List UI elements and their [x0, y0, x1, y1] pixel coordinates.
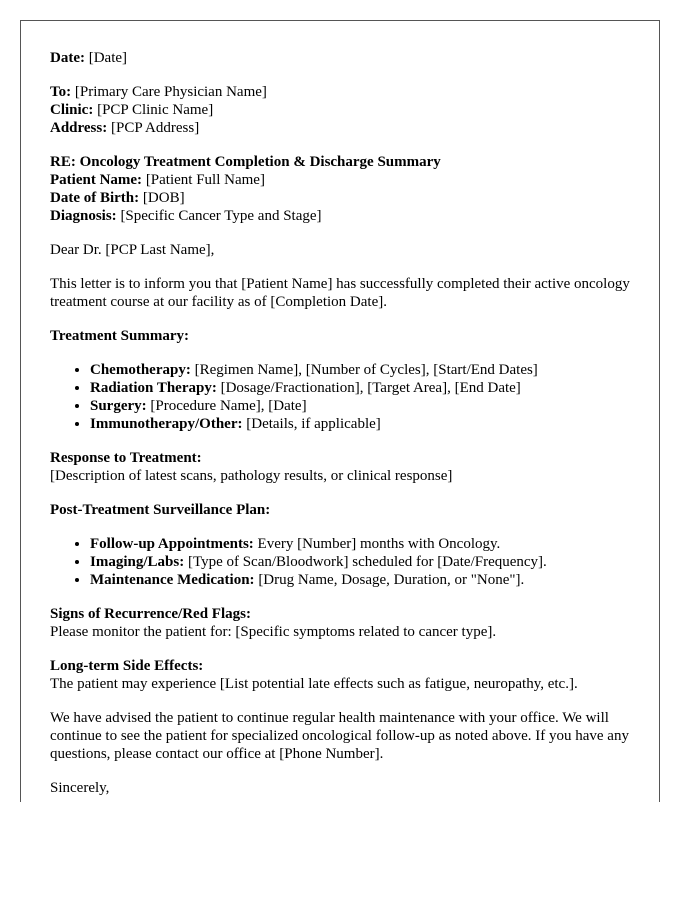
- red-flags-text: Please monitor the patient for: [Specific symptoms related to cancer type].: [50, 624, 497, 640]
- list-item: [90, 571, 640, 589]
- re-line: [50, 153, 640, 171]
- surveillance-item-value: [Type of Scan/Bloodwork] scheduled for [Date/Frequency].: [187, 554, 547, 570]
- treatment-item-value: [Procedure Name], [Date]: [150, 398, 307, 414]
- patient-name-value: [Patient Full Name]: [145, 172, 265, 188]
- to-line: [50, 83, 640, 101]
- surveillance-item-label: Maintenance Medication:: [90, 572, 255, 588]
- to-value: [Primary Care Physician Name]: [74, 84, 267, 100]
- treatment-item-value: [Details, if applicable]: [246, 416, 381, 432]
- list-item: [90, 535, 640, 553]
- list-item: [90, 553, 640, 571]
- to-label: To:: [50, 84, 72, 100]
- letter-body: [50, 49, 640, 797]
- address-value: [PCP Address]: [110, 120, 200, 136]
- response-heading: [50, 449, 640, 467]
- side-effects-heading: [50, 657, 640, 675]
- salutation: Dear Dr. [PCP Last Name],: [50, 242, 215, 258]
- clinic-line: [50, 101, 640, 119]
- surveillance-item-value: Every [Number] months with Oncology.: [257, 536, 501, 552]
- address-line: [50, 119, 640, 137]
- re-subject: RE: Oncology Treatment Completion & Discharge Summary: [50, 154, 441, 170]
- side-effects-text: The patient may experience [List potential late effects such as fatigue, neuropathy, etc.].: [50, 676, 578, 692]
- surveillance-heading: [50, 501, 640, 519]
- diagnosis-line: [50, 207, 640, 225]
- dob-value: [DOB]: [142, 190, 185, 206]
- surveillance-item-value: [Drug Name, Dosage, Duration, or "None"].: [258, 572, 525, 588]
- list-item: [90, 361, 640, 379]
- diagnosis-value: [Specific Cancer Type and Stage]: [120, 208, 322, 224]
- date-line: [50, 49, 640, 67]
- date-label: Date:: [50, 50, 85, 66]
- surveillance-heading-text: Post-Treatment Surveillance Plan:: [50, 502, 271, 518]
- list-item: [90, 379, 640, 397]
- letter-page: [20, 20, 660, 802]
- diagnosis-label: Diagnosis:: [50, 208, 117, 224]
- surveillance-item-label: Imaging/Labs:: [90, 554, 185, 570]
- treatment-item-label: Radiation Therapy:: [90, 380, 217, 396]
- treatment-item-label: Surgery:: [90, 398, 147, 414]
- treatment-item-value: [Dosage/Fractionation], [Target Area], [End Date]: [220, 380, 521, 396]
- address-label: Address:: [50, 120, 108, 136]
- treatment-list: [50, 361, 640, 433]
- treatment-item-label: Chemotherapy:: [90, 362, 191, 378]
- intro-paragraph: This letter is to inform you that [Patient Name] has successfully completed their active oncology treatment course at our facility as of [Completion Date].: [50, 276, 630, 310]
- patient-name-label: Patient Name:: [50, 172, 143, 188]
- red-flags-heading: [50, 605, 640, 623]
- response-text: [Description of latest scans, pathology results, or clinical response]: [50, 468, 453, 484]
- sign-off: Sincerely,: [50, 780, 110, 796]
- list-item: [90, 397, 640, 415]
- treatment-item-label: Immunotherapy/Other:: [90, 416, 243, 432]
- surveillance-list: [50, 535, 640, 589]
- treatment-item-value: [Regimen Name], [Number of Cycles], [Start/End Dates]: [194, 362, 538, 378]
- response-heading-text: Response to Treatment:: [50, 450, 202, 466]
- dob-label: Date of Birth:: [50, 190, 140, 206]
- clinic-value: [PCP Clinic Name]: [97, 102, 214, 118]
- clinic-label: Clinic:: [50, 102, 94, 118]
- red-flags-heading-text: Signs of Recurrence/Red Flags:: [50, 606, 251, 622]
- patient-name-line: [50, 171, 640, 189]
- date-value: [Date]: [88, 50, 128, 66]
- side-effects-heading-text: Long-term Side Effects:: [50, 658, 204, 674]
- treatment-summary-heading: [50, 327, 640, 345]
- list-item: [90, 415, 640, 433]
- surveillance-item-label: Follow-up Appointments:: [90, 536, 254, 552]
- dob-line: [50, 189, 640, 207]
- closing-paragraph: We have advised the patient to continue regular health maintenance with your office. We will continue to see the patient for specialized oncological follow-up as noted above. If you have any questions, please contact our office at [Phone Number].: [50, 710, 629, 762]
- treatment-summary-heading-text: Treatment Summary:: [50, 328, 189, 344]
